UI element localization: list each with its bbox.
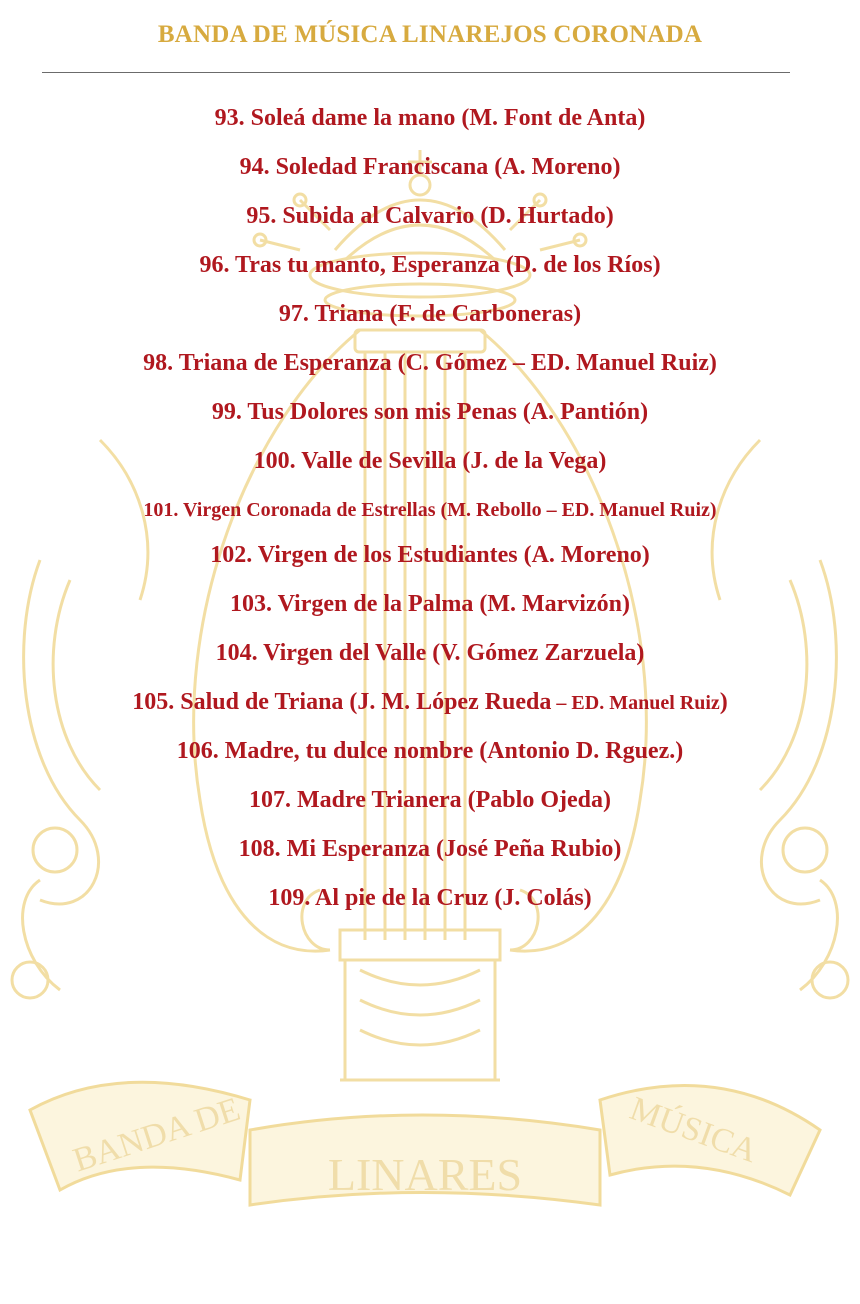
list-item: 104. Virgen del Valle (V. Gómez Zarzuela) bbox=[215, 640, 645, 666]
ribbon-right-text: MÚSICA bbox=[625, 1090, 763, 1171]
list-item-close: ) bbox=[719, 689, 728, 715]
page-title: BANDA DE MÚSICA LINAREJOS CORONADA bbox=[157, 21, 703, 48]
list-item-editor: – ED. Manuel Ruiz bbox=[551, 692, 720, 714]
list-item: 102. Virgen de los Estudiantes (A. Moreno) bbox=[210, 542, 650, 568]
list-item: 94. Soledad Franciscana (A. Moreno) bbox=[239, 154, 621, 180]
list-item: 98. Triana de Esperanza (C. Gómez – ED. Manuel Ruiz) bbox=[143, 350, 717, 376]
list-item: 106. Madre, tu dulce nombre (Antonio D. Rguez.) bbox=[176, 738, 684, 764]
list-item: 100. Valle de Sevilla (J. de la Vega) bbox=[253, 448, 607, 474]
page-header bbox=[0, 18, 860, 52]
ribbon-banner bbox=[30, 1082, 820, 1205]
list-item: 107. Madre Trianera (Pablo Ojeda) bbox=[249, 787, 611, 813]
list-item bbox=[0, 682, 860, 731]
list-item: 109. Al pie de la Cruz (J. Colás) bbox=[268, 885, 592, 911]
repertoire-list bbox=[0, 98, 860, 927]
list-item: 95. Subida al Calvario (D. Hurtado) bbox=[246, 203, 614, 229]
list-item: 96. Tras tu manto, Esperanza (D. de los Ríos) bbox=[199, 252, 661, 278]
header-divider bbox=[42, 72, 790, 73]
ribbon-center-text: LINARES bbox=[327, 1149, 523, 1200]
list-item: 99. Tus Dolores son mis Penas (A. Pantión) bbox=[211, 399, 649, 425]
list-item-main: 105. Salud de Triana (J. M. López Rueda bbox=[132, 689, 552, 715]
list-item: 108. Mi Esperanza (José Peña Rubio) bbox=[238, 836, 622, 862]
ribbon-left-text: BANDA DE bbox=[68, 1090, 245, 1180]
list-item: 101. Virgen Coronada de Estrellas (M. Rebollo – ED. Manuel Ruiz) bbox=[143, 499, 717, 521]
list-item: 93. Soleá dame la mano (M. Font de Anta) bbox=[214, 105, 646, 131]
list-item: 97. Triana (F. de Carboneras) bbox=[278, 301, 582, 327]
list-item: 103. Virgen de la Palma (M. Marvizón) bbox=[230, 591, 630, 617]
